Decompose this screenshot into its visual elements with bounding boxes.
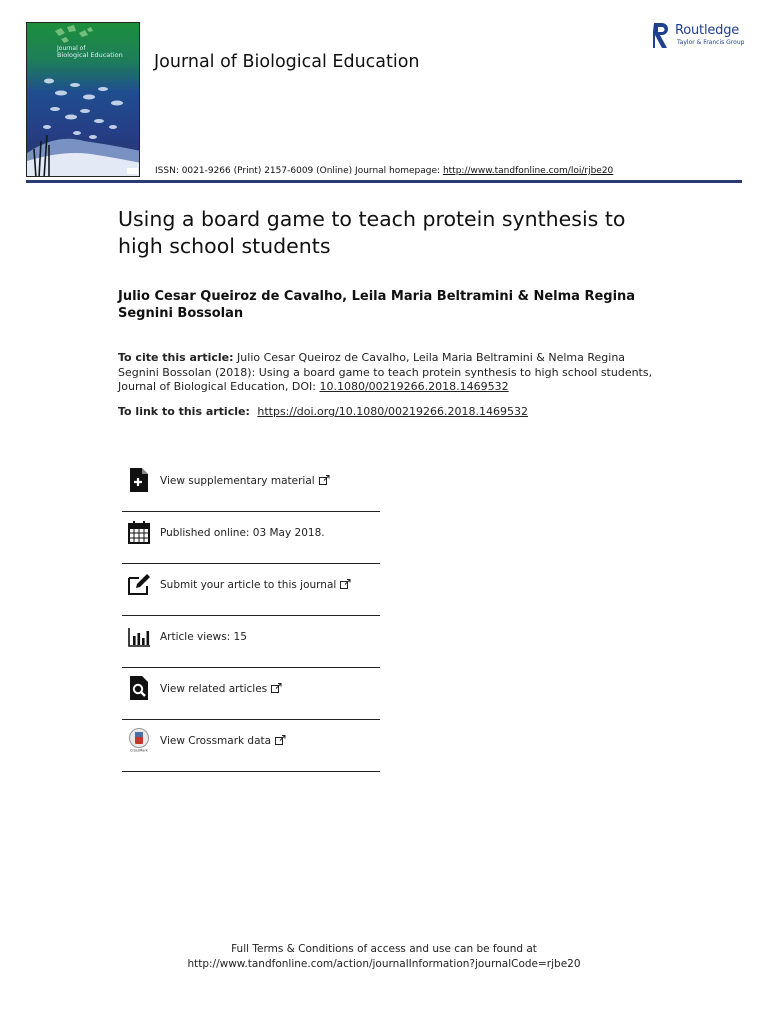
issn-line bbox=[155, 166, 613, 176]
publisher-name: Routledge bbox=[675, 23, 740, 38]
calendar-icon bbox=[128, 520, 150, 544]
header-rule bbox=[26, 180, 742, 183]
crossmark-icon-label: CrossMark bbox=[130, 748, 148, 752]
crossmark-row[interactable] bbox=[122, 720, 380, 772]
terms-footer bbox=[0, 942, 768, 972]
published-date: Published online: 03 May 2018. bbox=[160, 527, 325, 539]
supplementary-row[interactable] bbox=[122, 460, 380, 512]
cover-title bbox=[57, 45, 123, 59]
external-link-icon bbox=[275, 735, 286, 745]
article-link-block bbox=[118, 405, 658, 419]
cover-small-text: Journal of bbox=[57, 45, 86, 52]
link-label: To link to this article: bbox=[118, 405, 250, 418]
article-authors: Julio Cesar Queiroz de Cavalho, Leila Maria Beltramini & Nelma Regina Segnini Bossolan bbox=[118, 289, 636, 321]
bar-chart-icon bbox=[128, 624, 150, 648]
cite-doi-link[interactable]: 10.1080/00219266.2018.1469532 bbox=[319, 380, 509, 394]
related-row[interactable] bbox=[122, 668, 380, 720]
article-doi-link[interactable]: https://doi.org/10.1080/00219266.2018.1469532 bbox=[257, 405, 528, 418]
cite-label: To cite this article: bbox=[118, 351, 234, 364]
external-link-icon bbox=[319, 475, 330, 485]
terms-line: Full Terms & Conditions of access and use can be found at bbox=[231, 943, 537, 955]
journal-cover-image bbox=[26, 22, 140, 177]
publisher-logo[interactable] bbox=[653, 22, 753, 50]
submit-link-text[interactable]: Submit your article to this journal bbox=[160, 579, 351, 591]
edit-icon bbox=[128, 572, 150, 596]
crossmark-icon bbox=[128, 728, 150, 752]
external-link-icon bbox=[340, 579, 351, 589]
supplementary-link-text[interactable]: View supplementary material bbox=[160, 475, 330, 487]
publisher-sub: Taylor & Francis Group bbox=[677, 39, 745, 46]
citation-block bbox=[118, 351, 658, 395]
journal-name[interactable]: Journal of Biological Education bbox=[154, 52, 420, 72]
external-link-icon bbox=[271, 683, 282, 693]
cite-text: Julio Cesar Queiroz de Cavalho, Leila Maria Beltramini & Nelma Regina Segnini Bossolan (2018): Using a board game to teach protein synthesis to high school students, Journal of Biological Education, DOI: bbox=[118, 351, 653, 394]
journal-homepage-link[interactable]: http://www.tandfonline.com/loi/rjbe20 bbox=[442, 166, 614, 176]
article-views: Article views: 15 bbox=[160, 631, 247, 643]
submit-row[interactable] bbox=[122, 564, 380, 616]
published-row bbox=[122, 512, 380, 564]
supplementary-file-icon bbox=[128, 468, 150, 492]
crossmark-link-text[interactable]: View Crossmark data bbox=[160, 735, 286, 747]
issn-text: ISSN: 0021-9266 (Print) 2157-6009 (Online) Journal homepage: bbox=[155, 166, 441, 176]
cover-title-text: Biological Education bbox=[57, 51, 123, 59]
article-metrics-list bbox=[122, 460, 380, 772]
article-title: Using a board game to teach protein synthesis to high school students bbox=[118, 207, 626, 258]
routledge-r-icon bbox=[653, 22, 669, 50]
views-row bbox=[122, 616, 380, 668]
terms-url[interactable]: http://www.tandfonline.com/action/journalInformation?journalCode=rjbe20 bbox=[187, 958, 581, 970]
search-document-icon bbox=[128, 676, 150, 700]
related-link-text[interactable]: View related articles bbox=[160, 683, 282, 695]
